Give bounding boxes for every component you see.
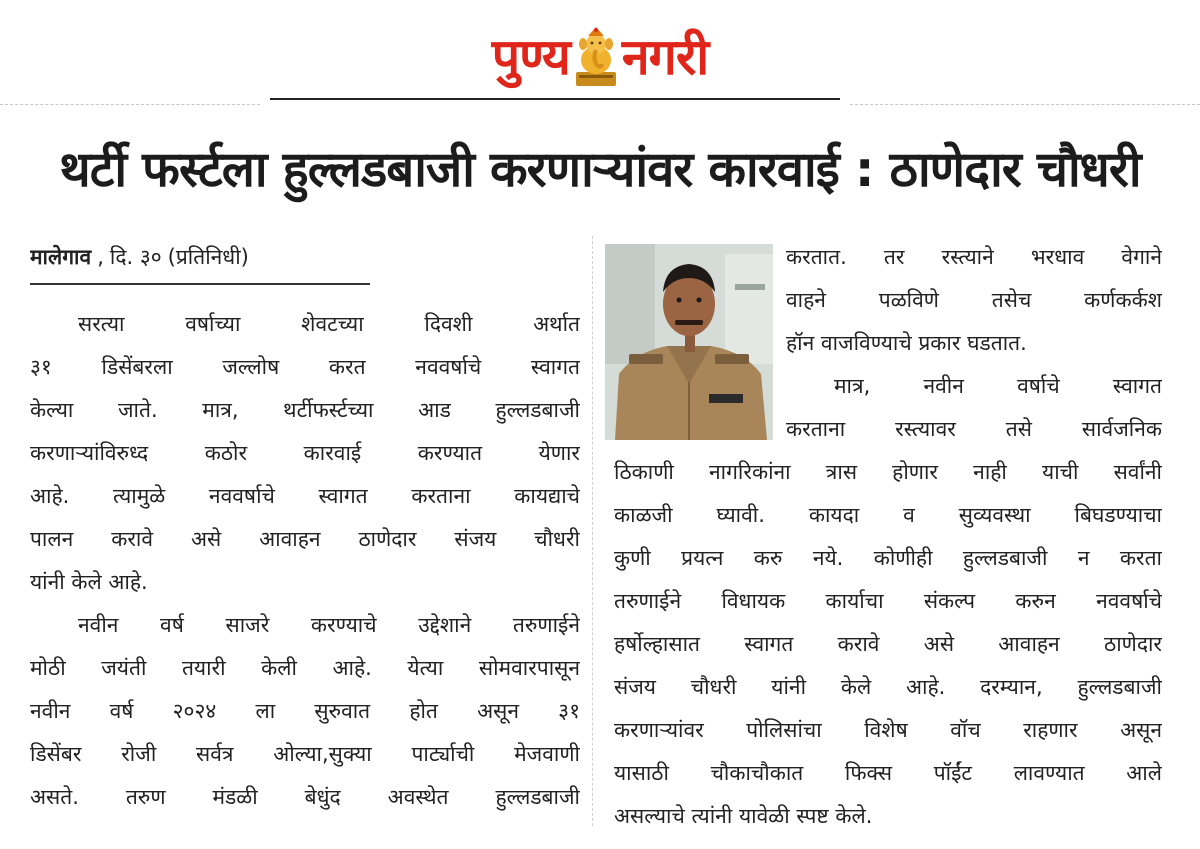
body-line: पालन करावे असे आवाहन ठाणेदार संजय चौधरी [30,527,580,551]
article-column-left [30,236,580,819]
body-line: ठिकाणी नागरिकांना त्रास होणार नाही याची सर्वांनी [614,460,1162,484]
ganesha-emblem-icon [574,26,618,88]
body-line: कुणी प्रयत्न करु नये. कोणीही हुल्लडबाजी न करता [614,546,1162,570]
body-line: हॉन वाजविण्याचे प्रकार घडतात. [786,331,1027,355]
dateline [30,236,580,279]
dateline-date: दि. ३० [109,245,162,269]
body-line: केल्या जाते. मात्र, थर्टीफर्स्टच्या आड हुल्लडबाजी [30,398,580,422]
body-line: करणाऱ्यांवर पोलिसांचा विशेष वॉच राहणार असून [614,718,1162,742]
body-line: मात्र, नवीन वर्षाचे स्वागत [834,374,1162,398]
body-line: असल्याचे त्यांनी यावेळी स्पष्ट केले. [614,804,873,828]
body-line: आहे. त्यामुळे नववर्षाचे स्वागत करताना कायद्याचे [30,484,580,508]
dateline-rule [30,283,370,285]
body-line: तरुणाईने विधायक कार्याचा संकल्प करुन नववर्षाचे [614,589,1162,613]
dateline-source: (प्रतिनिधी) [167,245,249,269]
body-line: मोठी जयंती तयारी केली आहे. येत्या सोमवारपासून [30,656,580,680]
body-line: नवीन वर्ष साजरे करण्याचे उद्देशाने तरुणाईने [78,613,580,637]
dashed-guide-right [850,104,1200,105]
article-column-right-bottom [614,408,1162,838]
body-line: असते. तरुण मंडळी बेधुंद अवस्थेत हुल्लडबाजी [30,785,580,809]
column-divider [592,236,593,826]
body-line: हर्षोल्हासात स्वागत करावे असे आवाहन ठाणेदार [614,632,1162,656]
masthead-logo [0,18,1200,96]
body-line: नवीन वर्ष २०२४ ला सुरुवात होत असून ३१ [30,699,580,723]
masthead-name-right: नगरी [621,28,709,86]
body-line: डिसेंबर रोजी सर्वत्र ओल्या,सुक्या पार्ट्याची मेजवाणी [30,742,580,766]
body-line: करतात. तर रस्त्याने भरधाव वेगाने [786,245,1162,269]
article-headline: थर्टी फर्स्टला हुल्लडबाजी करणाऱ्यांवर कारवाई : ठाणेदार चौधरी [59,141,1141,198]
body-line: काळजी घ्यावी. कायदा व सुव्यवस्था बिघडण्याचा [614,503,1162,527]
dashed-guide-left [0,104,260,105]
body-line: वाहने पळविणे तसेच कर्णकर्कश [786,288,1162,312]
body-line: करणाऱ्यांविरुध्द कठोर कारवाई करण्यात येणार [30,441,580,465]
masthead-rule [270,98,840,100]
body-line: ३१ डिसेंबरला जल्लोष करत नववर्षाचे स्वागत [30,355,580,379]
dateline-comma: , [97,245,104,269]
body-line: सरत्या वर्षाच्या शेवटच्या दिवशी अर्थात [78,312,580,336]
body-line: यासाठी चौकाचौकात फिक्स पॉईंट लावण्यात आले [614,761,1162,785]
body-line: यांनी केले आहे. [30,570,148,594]
article-column-right-top [786,236,1162,408]
dateline-place: मालेगाव [30,245,92,269]
body-line: करताना रस्त्यावर तसे सार्वजनिक [786,417,1162,441]
body-line: संजय चौधरी यांनी केले आहे. दरम्यान, हुल्लडबाजी [614,675,1162,699]
masthead-name-left: पुण्य [491,28,570,86]
